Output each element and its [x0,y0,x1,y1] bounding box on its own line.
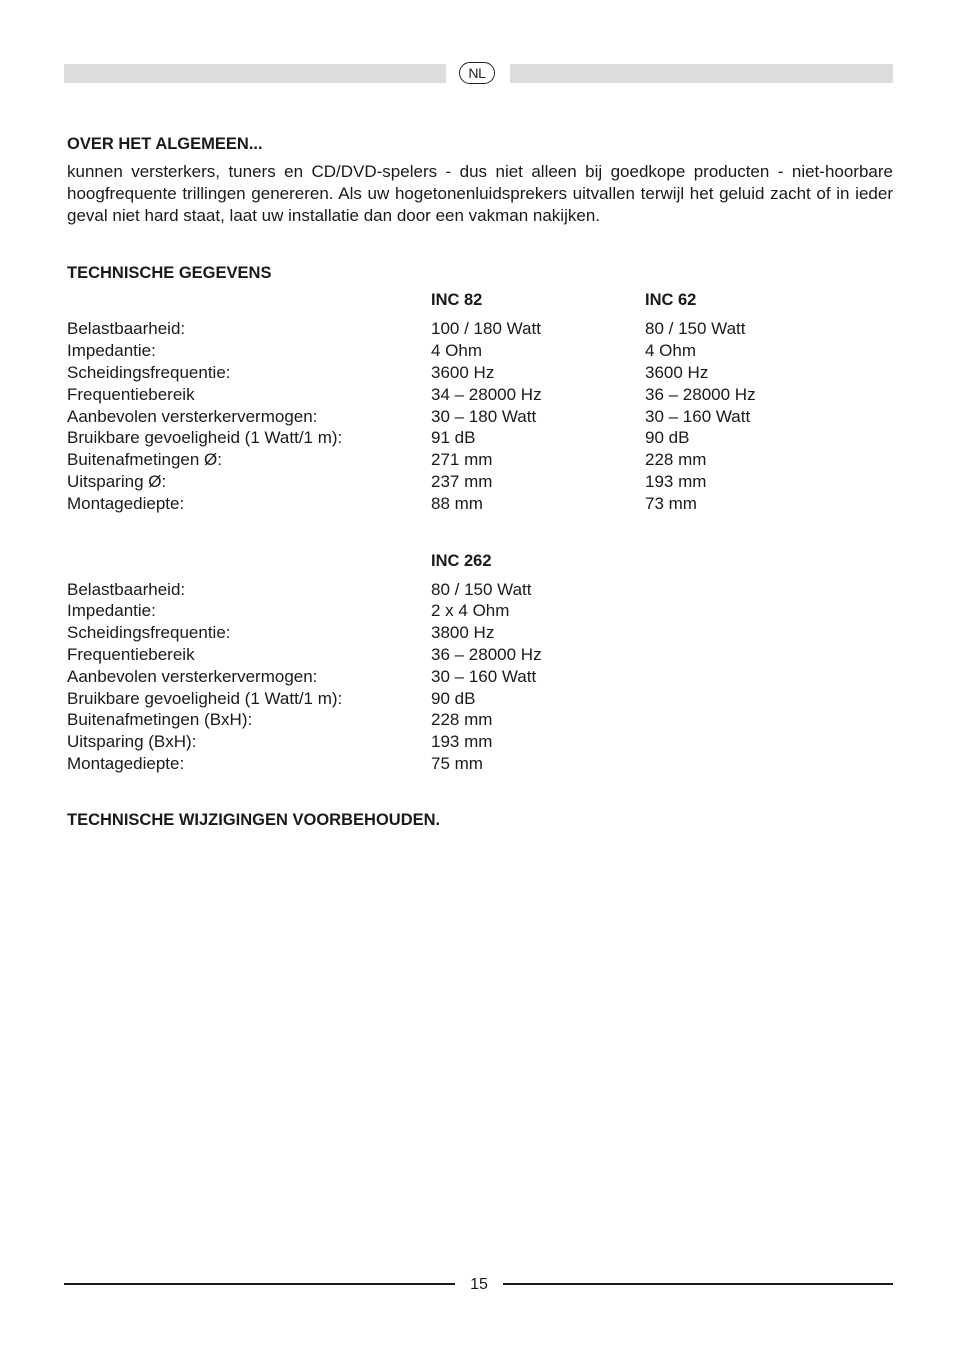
spec-label: Scheidingsfrequentie: [67,623,231,643]
spec-value: 75 mm [431,753,483,773]
spec-table-inc262 [67,551,645,775]
spec-value: 193 mm [431,732,493,752]
spec-row [67,406,845,428]
general-paragraph: kunnen versterkers, tuners en CD/DVD-spelers - dus niet alleen bij goedkope producten - niet-hoorbare hoogfrequente trillingen genereren. Als uw hogetonenluidsprekers uitvallen terwijl het geluid zacht of in ieder geval niet hard staat, laat uw installatie dan door een vakman nakijken. [67,162,893,225]
spec-table-body [67,579,645,775]
spec-value: 30 – 160 Watt [645,406,751,426]
spec-label: Bruikbare gevoeligheid (1 Watt/1 m): [67,688,343,708]
spec-label: Uitsparing (BxH): [67,732,197,752]
language-badge: NL [459,62,495,84]
spec-row [67,493,845,515]
spec-row [67,449,845,471]
page-content [67,133,893,831]
spec-label: Frequentiebereik [67,384,195,404]
spec-label: Impedantie: [67,341,156,361]
spec-label: Aanbevolen versterkervermogen: [67,666,318,686]
footer-rule-left [64,1283,455,1285]
spec-label: Montagediepte: [67,753,185,773]
spec-value: 4 Ohm [431,341,483,361]
spec-row [67,384,845,406]
general-heading: OVER HET ALGEMEEN... [67,135,263,153]
spec-value: 88 mm [431,493,483,513]
spec-value: 36 – 28000 Hz [645,384,756,404]
spec-label: Montagediepte: [67,493,185,513]
spec-label: Aanbevolen versterkervermogen: [67,406,318,426]
page-number: 15 [470,1276,488,1293]
specs-heading: TECHNISCHE GEGEVENS [67,264,272,283]
spec-value: 193 mm [645,471,707,491]
spec-value: 34 – 28000 Hz [431,384,542,404]
spec-header-empty [67,290,431,318]
spec-label: Frequentiebereik [67,644,195,664]
spec-row [67,318,845,340]
spec-value: 2 x 4 Ohm [431,601,510,621]
spec-label: Scheidingsfrequentie: [67,362,231,382]
spec-value: 3600 Hz [645,362,709,382]
footer-rule-right [503,1283,893,1285]
spec-row [67,709,645,731]
spec-value: 30 – 160 Watt [431,666,537,686]
spec-row [67,340,845,362]
spec-value: 4 Ohm [645,341,697,361]
language-badge-container [446,58,510,88]
spec-header-empty [67,551,431,579]
spec-table-header-row [67,551,645,579]
model-header: INC 262 [431,551,492,570]
spec-value: 271 mm [431,450,493,470]
spec-table-body [67,318,845,514]
spec-value: 228 mm [645,450,707,470]
spec-value: 80 / 150 Watt [431,579,532,599]
spec-label: Bruikbare gevoeligheid (1 Watt/1 m): [67,428,343,448]
spec-value: 237 mm [431,471,493,491]
spec-value: 36 – 28000 Hz [431,644,542,664]
spec-row [67,666,645,688]
spec-value: 80 / 150 Watt [645,319,746,339]
changes-reserved-note: TECHNISCHE WIJZIGINGEN VOORBEHOUDEN. [67,810,441,829]
spec-value: 91 dB [431,428,476,448]
spec-value: 228 mm [431,710,493,730]
spec-row [67,471,845,493]
model-header: INC 62 [645,291,697,310]
spec-row [67,688,645,710]
spec-row [67,622,645,644]
spec-row [67,427,845,449]
spec-value: 90 dB [431,688,476,708]
model-header: INC 82 [431,291,483,310]
spec-row [67,731,645,753]
spec-label: Buitenafmetingen Ø: [67,450,222,470]
spec-row [67,753,645,775]
spec-label: Belastbaarheid: [67,579,186,599]
spec-row [67,644,645,666]
spec-label: Belastbaarheid: [67,319,186,339]
spec-value: 90 dB [645,428,690,448]
spec-value: 30 – 180 Watt [431,406,537,426]
spec-table-header-row [67,290,845,318]
spec-table-inc82-inc62 [67,290,845,514]
spec-label: Buitenafmetingen (BxH): [67,710,253,730]
spec-value: 3600 Hz [431,362,495,382]
spec-row [67,362,845,384]
spec-row [67,579,645,601]
spec-label: Uitsparing Ø: [67,471,167,491]
spec-label: Impedantie: [67,601,156,621]
spec-value: 73 mm [645,493,697,513]
spec-row [67,600,645,622]
spec-value: 3800 Hz [431,623,495,643]
spec-value: 100 / 180 Watt [431,319,541,339]
